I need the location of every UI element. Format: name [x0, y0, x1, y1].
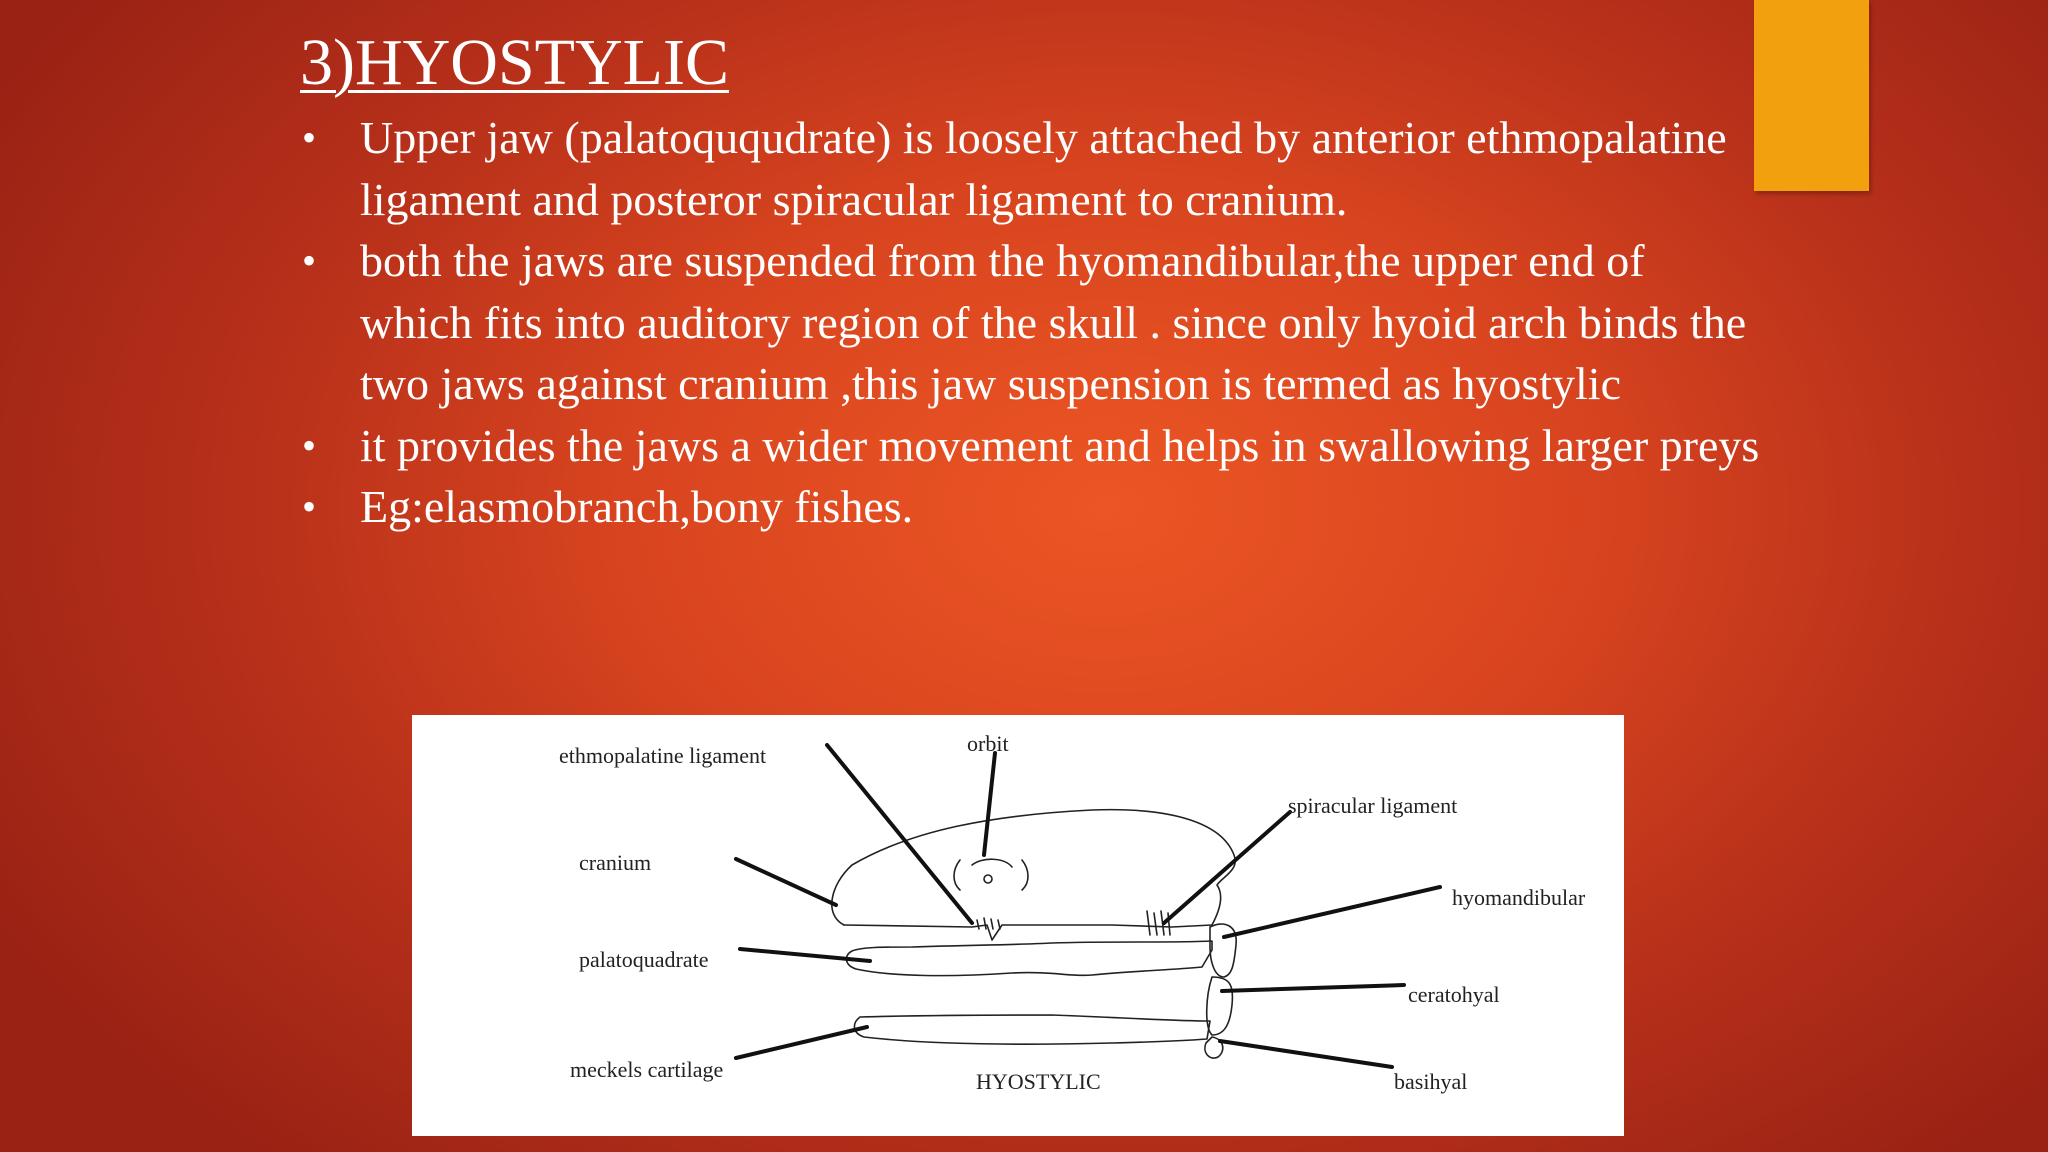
orbit-right — [1022, 860, 1028, 890]
label-hyomandibular: hyomandibular — [1452, 885, 1586, 910]
palatoquadrate-shape — [846, 941, 1212, 976]
meckels-pointer — [736, 1027, 867, 1058]
label-orbit: orbit — [967, 731, 1009, 756]
bullet-text: Upper jaw (palatoququdrate) is loosely attached by anterior ethmopalatine ligament and posteror spiracular ligament to cranium. — [360, 112, 1727, 225]
hyomandibular-shape — [1210, 924, 1236, 977]
palatoquadrate-pointer — [740, 949, 870, 961]
label-meckels: meckels cartilage — [570, 1057, 724, 1082]
label-ceratohyal: ceratohyal — [1408, 982, 1500, 1007]
slide-title: 3)HYOSTYLIC — [300, 26, 729, 99]
bullet-text: Eg:elasmobranch,bony fishes. — [360, 481, 914, 532]
ceratohyal-pointer — [1222, 985, 1404, 991]
bullet-item — [300, 476, 1760, 538]
bullet-item — [300, 415, 1760, 477]
orbit-pointer — [984, 753, 995, 855]
basihyal-pointer — [1220, 1041, 1392, 1067]
bullet-item — [300, 107, 1760, 230]
diagram-svg — [412, 715, 1624, 1136]
bullet-item — [300, 230, 1760, 415]
label-ethmopalatine: ethmopalatine ligament — [559, 743, 767, 768]
bullet-dot: • — [302, 238, 317, 283]
diagram-labels — [559, 731, 1586, 1094]
label-spiracular: spiracular ligament — [1288, 793, 1458, 818]
label-palatoquadrate: palatoquadrate — [579, 947, 709, 972]
spiracular-pointer — [1164, 812, 1290, 923]
bullet-dot: • — [302, 115, 317, 160]
hyostylic-diagram — [412, 715, 1624, 1136]
orbit-top — [972, 859, 1012, 867]
ethmo-pointer — [827, 745, 972, 923]
cranium-pointer — [736, 859, 836, 905]
accent-bar — [1754, 0, 1869, 191]
skull-outline — [832, 810, 1236, 1058]
label-basihyal: basihyal — [1394, 1069, 1468, 1094]
orbit-left — [954, 860, 960, 890]
bullet-text: it provides the jaws a wider movement and helps in swallowing larger preys — [360, 419, 1760, 471]
bullet-text: both the jaws are suspended from the hyomandibular,the upper end of which fits into auditory region of the skull . since only hyoid arch binds the two jaws against cranium ,this jaw suspension is termed as hyostylic — [360, 235, 1747, 409]
label-cranium: cranium — [579, 850, 652, 875]
bullet-list — [300, 107, 1760, 538]
orbit-eye — [984, 875, 992, 883]
meckels-shape — [854, 1015, 1210, 1044]
ceratohyal-shape — [1207, 977, 1233, 1035]
bullet-dot: • — [302, 484, 317, 529]
diagram-caption: HYOSTYLIC — [976, 1069, 1101, 1094]
bullet-dot: • — [302, 422, 317, 468]
hyomandibular-pointer — [1224, 887, 1440, 937]
